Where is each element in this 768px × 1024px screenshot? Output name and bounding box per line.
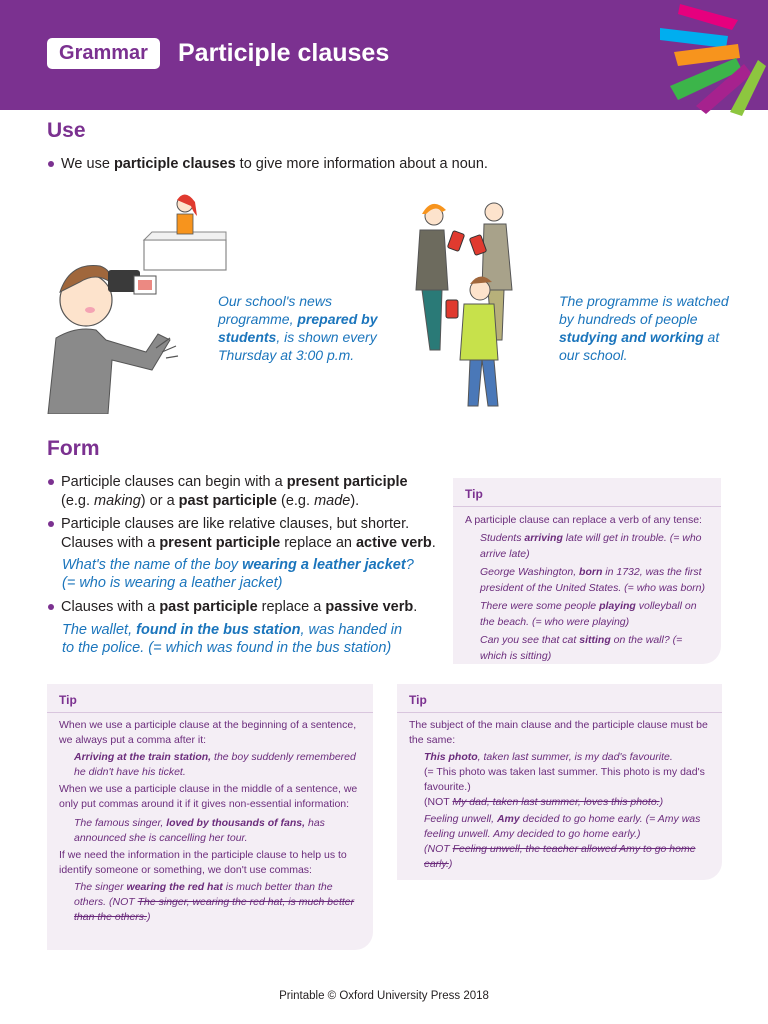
form-bullet-1: Participle clauses can begin with a present participle (e.g. making) or a past participle (e.g. made). [47, 473, 422, 511]
tip-divider [453, 506, 721, 507]
tip-paragraph: The subject of the main clause and the participle clause must be the same: [409, 719, 708, 746]
form-bullet-2: Participle clauses are like relative clauses, but shorter. Clauses with a present participle replace an active verb. [47, 515, 442, 553]
tip-box-subject [397, 684, 722, 880]
tip-example: This photo, taken last summer, is my dad's favourite. (= This photo was taken last summer. This photo is my dad's favourite.) (NOT My dad, taken last summer, loves this photo.) [424, 751, 705, 808]
tip-body [465, 512, 709, 666]
tip-paragraph: When we use a participle clause at the beginning of a sentence, we always put a comma after it: [59, 719, 357, 746]
tip-paragraph: If we need the information in the participle clause to help us to identify someone or something, we don't use commas: [59, 849, 347, 876]
copyright-footer: Printable © Oxford University Press 2018 [279, 990, 489, 1002]
tip-label: Tip [59, 693, 77, 707]
use-example-2: The programme is watched by hundreds of people studying and working at our school. [559, 293, 729, 363]
tip-example: The famous singer, loved by thousands of fans, has announced she is cancelling her tour. [74, 817, 325, 844]
form-example-1: What's the name of the boy wearing a leather jacket? (= who is wearing a leather jacket) [62, 557, 414, 591]
tip-example: Students arriving late will get in trouble. (= who arrive late) [480, 532, 702, 560]
tip-box-commas [47, 684, 373, 950]
tip-box-tense [453, 478, 721, 664]
tip-example: George Washington, born in 1732, was the first president of the United States. (= who was born) [480, 566, 705, 594]
tip-example: Feeling unwell, Amy decided to go home early. (= Amy was feeling unwell. Amy decided to go home early.) (NOT Feeling unwell, the teacher allowed Amy to go home early.) [424, 813, 701, 870]
form-example-2: The wallet, found in the bus station, was handed in to the police. (= which was found in the bus station) [62, 622, 403, 656]
tip-example: Arriving at the train station, the boy suddenly remembered he didn't have his ticket. [74, 751, 356, 778]
tip-intro: A participle clause can replace a verb of any tense: [465, 514, 702, 526]
tip-example: Can you see that cat sitting on the wall? (= which is sitting) [480, 634, 683, 662]
tip-label: Tip [409, 693, 427, 707]
tip-body [59, 718, 361, 927]
tip-paragraph: When we use a participle clause in the middle of a sentence, we only put commas around it if it gives non-essential information: [59, 783, 358, 810]
tip-label: Tip [465, 487, 483, 501]
grammar-badge: Grammar [47, 38, 160, 69]
phone-users-illustration [410, 200, 530, 414]
use-bullet: We use participle clauses to give more information about a noun. [47, 155, 567, 174]
fan-logo-icon [652, 0, 768, 118]
camera-boy-illustration [46, 188, 236, 414]
form-heading: Form [47, 437, 100, 460]
use-heading: Use [47, 119, 86, 142]
page-title: Participle clauses [178, 39, 390, 67]
header-banner [0, 0, 768, 110]
tip-example: There were some people playing volleyball on the beach. (= who were playing) [480, 600, 697, 628]
tip-divider [397, 712, 722, 713]
use-example-1: Our school's news programme, prepared by students, is shown every Thursday at 3:00 p.m. [218, 293, 378, 363]
form-bullet-3: Clauses with a past participle replace a passive verb. [47, 598, 447, 617]
tip-divider [47, 712, 373, 713]
tip-body [409, 718, 710, 874]
tip-example: The singer wearing the red hat is much better than the others. (NOT The singer, wearing the red hat, is much better than the others.) [74, 881, 355, 923]
